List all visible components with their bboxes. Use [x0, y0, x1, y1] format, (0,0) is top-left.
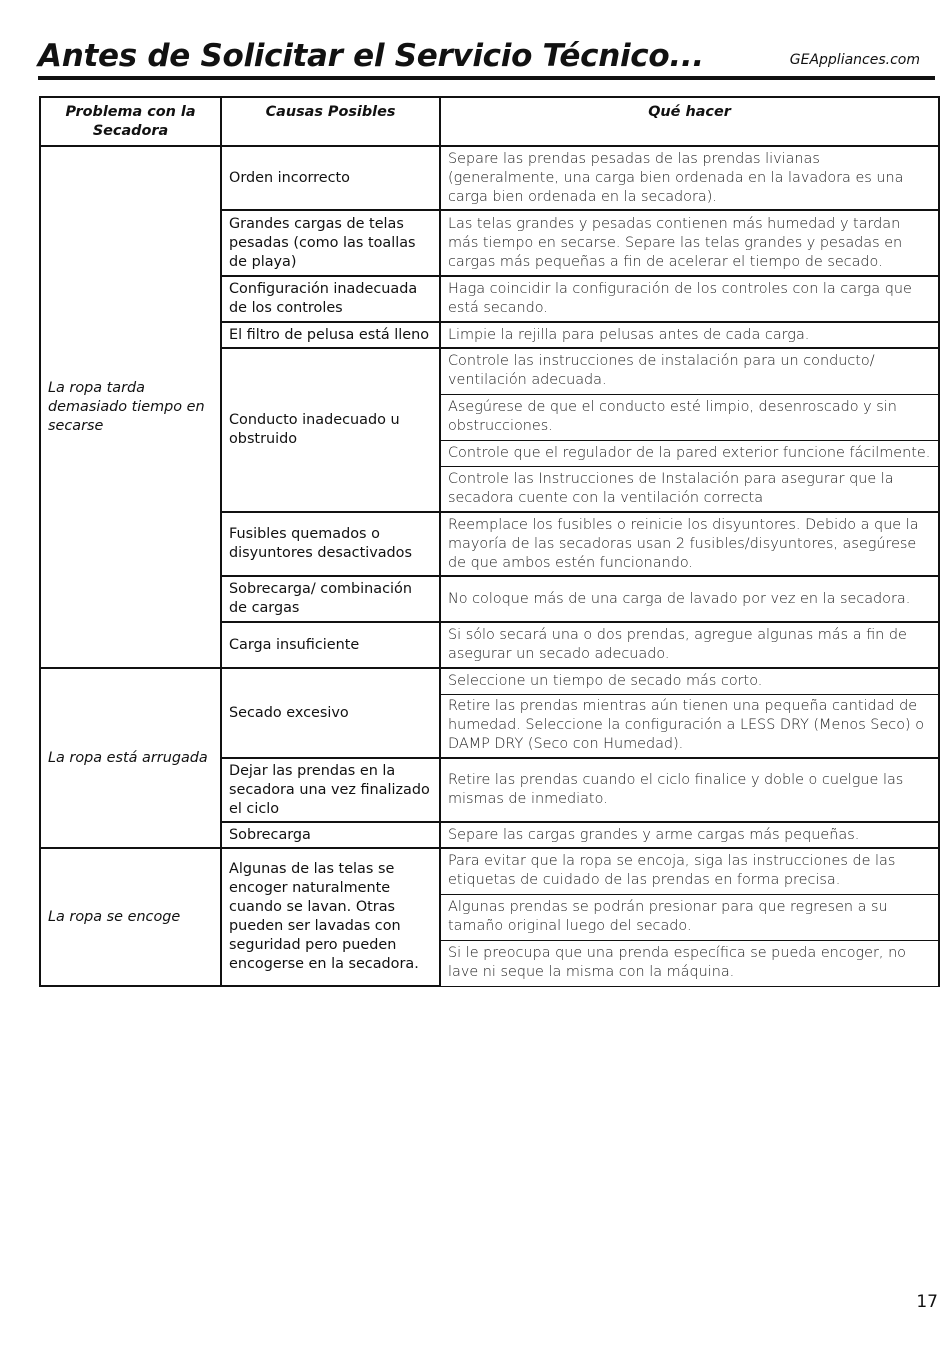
column-header-causes: Causas Posibles [221, 97, 440, 146]
solution-cell: Reemplace los fusibles o reinicie los disyuntores. Debido a que la mayoría de las secadoras usan 2 fusibles/disyuntores, asegúrese de que ambos estén funcionando. [440, 512, 939, 576]
cause-cell: El filtro de pelusa está lleno [221, 322, 440, 348]
solution-cell: Si sólo secará una o dos prendas, agregue algunas más a fin de asegurar un secado adecuado. [440, 622, 939, 668]
solution-cell: Si le preocupa que una prenda específica se pueda encoger, no lave ni seque la misma con la máquina. [440, 940, 939, 986]
page-title: Antes de Solicitar el Servicio Técnico... [38, 38, 704, 74]
solution-cell: Algunas prendas se podrán presionar para que regresen a su tamaño original luego del secado. [440, 894, 939, 940]
cause-cell: Secado excesivo [221, 668, 440, 758]
solution-cell: Limpie la rejilla para pelusas antes de cada carga. [440, 322, 939, 348]
problem-cell: La ropa está arrugada [40, 668, 221, 848]
solution-cell: Controle las Instrucciones de Instalación para asegurar que la secadora cuente con la ventilación correcta [440, 466, 939, 512]
cause-cell: Configuración inadecuada de los controles [221, 276, 440, 322]
cause-cell: Algunas de las telas se encoger naturalmente cuando se lavan. Otras pueden ser lavadas con seguridad pero pueden encogerse en la secadora. [221, 848, 440, 986]
cause-cell: Orden incorrecto [221, 146, 440, 210]
solution-cell: Retire las prendas cuando el ciclo finalice y doble o cuelgue las mismas de inmediato. [440, 758, 939, 822]
solution-cell: Retire las prendas mientras aún tienen una pequeña cantidad de humedad. Seleccione la configuración a LESS DRY (Menos Seco) o DAMP DRY (Seco con Humedad). [440, 694, 939, 758]
solution-cell: Controle que el regulador de la pared exterior funcione fácilmente. [440, 440, 939, 466]
cause-cell: Grandes cargas de telas pesadas (como las toallas de playa) [221, 210, 440, 276]
solution-cell: Las telas grandes y pesadas contienen más humedad y tardan más tiempo en secarse. Separe las telas grandes y pesadas en cargas más pequeñas a fin de acelerar el tiempo de secado. [440, 210, 939, 276]
page-number: 17 [916, 1292, 938, 1312]
problem-cell: La ropa se encoge [40, 848, 221, 986]
table-header-row [40, 97, 939, 146]
solution-cell: No coloque más de una carga de lavado por vez en la secadora. [440, 576, 939, 622]
solution-cell: Separe las cargas grandes y arme cargas más pequeñas. [440, 822, 939, 848]
solution-cell: Separe las prendas pesadas de las prendas livianas (generalmente, una carga bien ordenada en la lavadora es una carga bien ordenada en la secadora). [440, 146, 939, 210]
solution-cell: Asegúrese de que el conducto esté limpio, desenroscado y sin obstrucciones. [440, 394, 939, 440]
table-row [40, 668, 939, 694]
table-body [40, 146, 939, 986]
solution-cell: Seleccione un tiempo de secado más corto. [440, 668, 939, 694]
cause-cell: Carga insuficiente [221, 622, 440, 668]
column-header-what-to-do: Qué hacer [440, 97, 939, 146]
problem-cell: La ropa tarda demasiado tiempo en secarse [40, 146, 221, 668]
column-header-problem: Problema con la Secadora [40, 97, 221, 146]
solution-cell: Haga coincidir la configuración de los controles con la carga que está secando. [440, 276, 939, 322]
troubleshooting-table [39, 96, 940, 987]
site-url: GEAppliances.com [789, 52, 920, 68]
cause-cell: Sobrecarga/ combinación de cargas [221, 576, 440, 622]
cause-cell: Conducto inadecuado u obstruido [221, 348, 440, 512]
table-row [40, 848, 939, 894]
cause-cell: Dejar las prendas en la secadora una vez finalizado el ciclo [221, 758, 440, 822]
table-row [40, 146, 939, 210]
title-divider [38, 76, 935, 80]
solution-cell: Controle las instrucciones de instalación para un conducto/ ventilación adecuada. [440, 348, 939, 394]
cause-cell: Fusibles quemados o disyuntores desactivados [221, 512, 440, 576]
cause-cell: Sobrecarga [221, 822, 440, 848]
solution-cell: Para evitar que la ropa se encoja, siga las instrucciones de las etiquetas de cuidado de las prendas en forma precisa. [440, 848, 939, 894]
